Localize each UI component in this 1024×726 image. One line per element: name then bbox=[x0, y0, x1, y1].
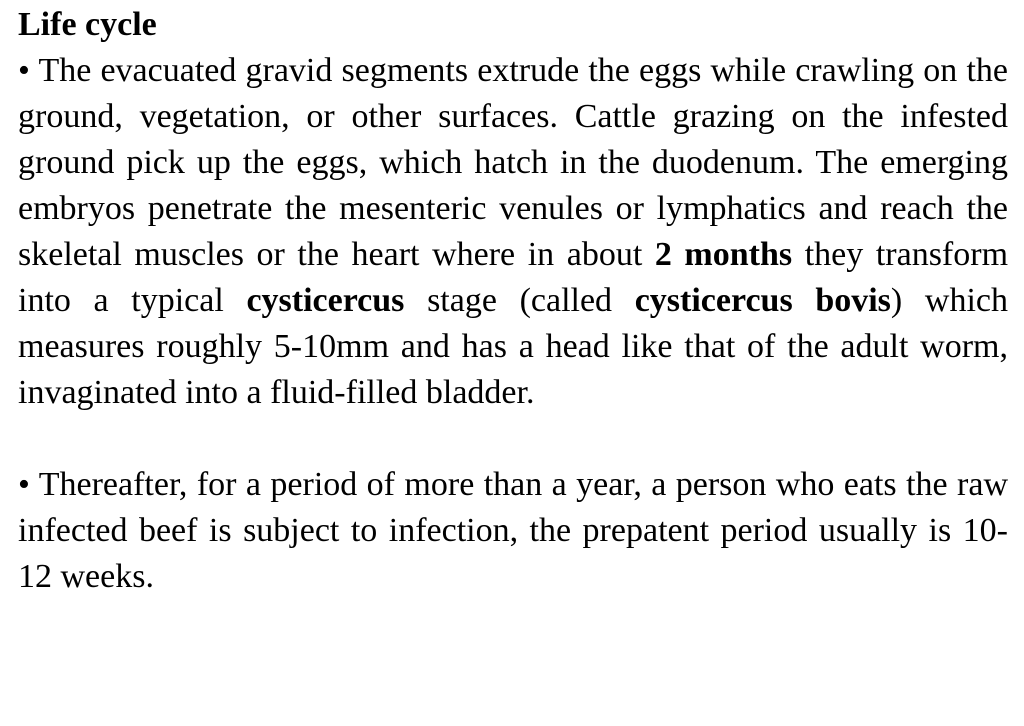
paragraph1-text-b: they transform into a typical bbox=[18, 236, 1009, 319]
bold-term-cysticercus-bovis: cysticercus bovis bbox=[634, 282, 891, 319]
paragraph1-text-d: ) which measures roughly 5-10mm and has a head like that of the adult worm, invaginated into a fluid-filled bladder. bbox=[18, 282, 1008, 411]
bullet-2: • bbox=[18, 466, 30, 503]
paragraph1-text-a: The evacuated gravid segments extrude the eggs while crawling on the ground, vegetation, or other surfaces. Cattle grazing on the infested ground pick up the eggs, which hatch in the duodenum. The emerging embryos penetrate the mesenteric venules or lymphatics and reach the skeletal muscles or the heart where in about bbox=[18, 52, 1008, 273]
bold-term-cysticercus: cysticercus bbox=[246, 282, 405, 319]
bullet-1: • bbox=[18, 52, 30, 89]
paragraph-life-cycle-transmission bbox=[18, 48, 1008, 416]
paragraph2-text: Thereafter, for a period of more than a year, a person who eats the raw infected beef is subject to infection, the prepatent period usually is 10-12 weeks. bbox=[18, 466, 1008, 595]
section-heading: Life cycle bbox=[18, 6, 157, 43]
document-page bbox=[18, 2, 1008, 600]
paragraph-human-infection bbox=[18, 462, 1008, 600]
paragraph-spacer bbox=[18, 416, 1008, 462]
bold-term-2-months: 2 months bbox=[654, 236, 793, 273]
paragraph1-text-c: stage (called bbox=[404, 282, 635, 319]
